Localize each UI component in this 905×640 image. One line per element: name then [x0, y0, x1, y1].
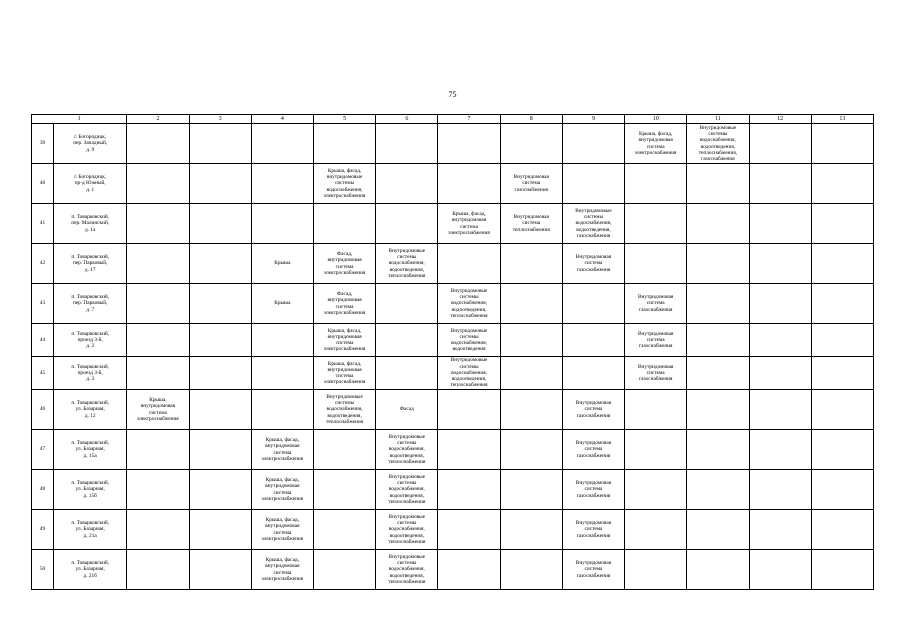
work-cell [189, 470, 251, 510]
work-cell [811, 390, 873, 430]
work-cell [313, 510, 375, 550]
row-number-cell: 39 [32, 124, 54, 164]
work-cell [811, 284, 873, 324]
work-cell [438, 164, 500, 204]
work-cell [438, 244, 500, 284]
work-cell: Внутридомовые системы водоснабжения, водоотведения, теплоснабжения [376, 550, 438, 590]
work-cell [687, 390, 749, 430]
work-cell [251, 357, 313, 390]
column-header: 11 [687, 115, 749, 124]
work-cell: Крыша, фасад, внутридомовая система электроснабжения [251, 470, 313, 510]
row-number-cell: 45 [32, 357, 54, 390]
work-cell [749, 470, 811, 510]
work-cell: Внутридомовая система газоснабжения [562, 550, 624, 590]
work-cell [500, 284, 562, 324]
work-cell [500, 357, 562, 390]
table-row [32, 244, 874, 284]
work-cell [749, 324, 811, 357]
work-cell [189, 284, 251, 324]
work-cell [127, 430, 189, 470]
work-cell: Крыша, фасад, внутридомовая система электроснабжения [625, 124, 687, 164]
work-cell [687, 324, 749, 357]
work-cell [749, 284, 811, 324]
work-cell [189, 357, 251, 390]
work-cell [313, 124, 375, 164]
address-cell: п. Товарковский, ул. Базарная, д. 12 [54, 390, 127, 430]
address-cell: п. Товарковский, пер. Малинский, д. 1а [54, 204, 127, 244]
work-cell [749, 124, 811, 164]
work-cell [189, 430, 251, 470]
work-cell [127, 550, 189, 590]
table-row [32, 390, 874, 430]
row-number-cell: 41 [32, 204, 54, 244]
column-header: 10 [625, 115, 687, 124]
work-cell [562, 357, 624, 390]
work-cell [500, 470, 562, 510]
work-cell: Внутридомовая система газоснабжения [562, 244, 624, 284]
column-header: 6 [376, 115, 438, 124]
work-cell [438, 510, 500, 550]
work-cell [811, 324, 873, 357]
work-cell [749, 390, 811, 430]
work-cell [625, 470, 687, 510]
work-cell: Внутридомовая система газоснабжения [625, 357, 687, 390]
work-cell: Крыша [251, 284, 313, 324]
work-cell [749, 204, 811, 244]
work-cell [625, 430, 687, 470]
address-cell: г. Богородицк, пр-д Южный, д. 1 [54, 164, 127, 204]
work-cell [687, 204, 749, 244]
work-cell [811, 550, 873, 590]
work-cell: Фасад, внутридомовая система электроснабжения [313, 244, 375, 284]
work-cell: Внутридомовая система газоснабжения [500, 164, 562, 204]
work-cell [127, 510, 189, 550]
column-header: 5 [313, 115, 375, 124]
address-cell: г. Богородицк, пер. Западный, д. 9 [54, 124, 127, 164]
work-cell [127, 324, 189, 357]
work-cell [127, 244, 189, 284]
work-cell [811, 430, 873, 470]
work-cell [189, 390, 251, 430]
work-cell [749, 550, 811, 590]
work-cell [687, 510, 749, 550]
table-row [32, 550, 874, 590]
work-cell [251, 204, 313, 244]
work-cell [625, 550, 687, 590]
work-cell [625, 390, 687, 430]
work-cell [438, 430, 500, 470]
work-cell: Внутридомовые системы водоснабжения, водоотведения [438, 324, 500, 357]
work-cell [127, 164, 189, 204]
work-cell [313, 550, 375, 590]
work-cell [376, 357, 438, 390]
work-cell [500, 550, 562, 590]
column-header: 2 [127, 115, 189, 124]
work-cell [749, 244, 811, 284]
row-number-cell: 46 [32, 390, 54, 430]
row-number-cell: 47 [32, 430, 54, 470]
address-cell: п. Товарковский, проезд 3-й, д. 3 [54, 357, 127, 390]
work-cell [251, 164, 313, 204]
work-cell [376, 284, 438, 324]
work-cell: Крыша, фасад, внутридомовая система электроснабжения [438, 204, 500, 244]
work-cell: Фасад, внутридомовая система электроснабжения [313, 284, 375, 324]
work-cell [438, 124, 500, 164]
column-header: 13 [811, 115, 873, 124]
address-cell: п. Товарковский, ул. Базарная, д. 21а [54, 510, 127, 550]
work-cell [500, 430, 562, 470]
work-cell: Внутридомовая система газоснабжения [562, 430, 624, 470]
work-cell [687, 430, 749, 470]
row-number-cell: 48 [32, 470, 54, 510]
work-cell [562, 164, 624, 204]
work-cell [811, 470, 873, 510]
work-cell: Крыша, фасад, внутридомовая система электроснабжения [251, 430, 313, 470]
work-cell [313, 470, 375, 510]
work-cell [189, 550, 251, 590]
column-header: 4 [251, 115, 313, 124]
column-header: 12 [749, 115, 811, 124]
work-cell: Внутридомовые системы водоснабжения, водоотведения, теплоснабжения [376, 244, 438, 284]
work-cell [749, 430, 811, 470]
work-cell [749, 164, 811, 204]
table-row [32, 164, 874, 204]
row-number-cell: 42 [32, 244, 54, 284]
column-header: 3 [189, 115, 251, 124]
work-cell [687, 284, 749, 324]
page-number: 75 [448, 90, 457, 99]
work-cell: Внутридомовая система газоснабжения [562, 510, 624, 550]
work-cell [251, 124, 313, 164]
work-cell [127, 124, 189, 164]
work-cell [189, 204, 251, 244]
work-cell: Крыша, фасад, внутридомовая система электроснабжения [313, 357, 375, 390]
work-cell [376, 124, 438, 164]
column-header: 9 [562, 115, 624, 124]
column-header: 7 [438, 115, 500, 124]
work-cell: Внутридомовые системы водоснабжения, водоотведения, теплоснабжения [376, 470, 438, 510]
work-cell: Крыша, фасад, внутридомовая система электроснабжения [251, 510, 313, 550]
address-cell: п. Товарковский, ул. Базарная, д. 21б [54, 550, 127, 590]
work-cell: Внутридомовые системы водоснабжения, водоотведения, теплоснабжения [313, 390, 375, 430]
work-cell: Внутридомовая система газоснабжения [625, 324, 687, 357]
work-cell [811, 510, 873, 550]
work-cell [562, 284, 624, 324]
work-cell [438, 470, 500, 510]
row-number-cell: 44 [32, 324, 54, 357]
work-cell [313, 204, 375, 244]
work-cell [189, 164, 251, 204]
work-cell [562, 124, 624, 164]
table-row [32, 324, 874, 357]
table-row [32, 430, 874, 470]
work-cell [500, 390, 562, 430]
work-cell [438, 390, 500, 430]
work-cell [500, 244, 562, 284]
work-cell: Внутридомовые системы водоснабжения, водоотведения, теплоснабжения [438, 284, 500, 324]
work-cell [189, 124, 251, 164]
work-cell [625, 204, 687, 244]
work-cell [625, 244, 687, 284]
work-cell: Внутридомовая система теплоснабжения [500, 204, 562, 244]
work-cell [749, 357, 811, 390]
address-cell: п. Товарковский, пер. Парковый, д. 7 [54, 284, 127, 324]
work-cell [251, 390, 313, 430]
work-cell [811, 357, 873, 390]
work-cell: Крыша [251, 244, 313, 284]
work-cell [687, 164, 749, 204]
work-cell [562, 324, 624, 357]
work-cell [500, 124, 562, 164]
work-cell [127, 204, 189, 244]
row-number-cell: 49 [32, 510, 54, 550]
table-row [32, 204, 874, 244]
work-cell [313, 430, 375, 470]
table-row [32, 357, 874, 390]
work-cell: Внутридомовые системы водоснабжения, водоотведения, теплоснабжения, газоснабжения [687, 124, 749, 164]
work-cell [376, 204, 438, 244]
work-cell [811, 204, 873, 244]
work-cell [438, 550, 500, 590]
work-cell: Внутридомовые системы водоснабжения, водоотведения, теплоснабжения [376, 510, 438, 550]
work-cell [811, 164, 873, 204]
work-cell [127, 470, 189, 510]
work-cell [687, 550, 749, 590]
work-cell: Внутридомовые системы водоснабжения, водоотведения, теплоснабжения [438, 357, 500, 390]
work-cell [376, 324, 438, 357]
row-number-cell: 40 [32, 164, 54, 204]
column-header: 8 [500, 115, 562, 124]
work-cell [811, 244, 873, 284]
work-cell [251, 324, 313, 357]
row-number-cell: 43 [32, 284, 54, 324]
work-cell: Фасад [376, 390, 438, 430]
work-cell [500, 324, 562, 357]
work-cell: Внутридомовые системы водоснабжения, водоотведения, газоснабжения [562, 204, 624, 244]
work-cell [625, 164, 687, 204]
work-cell [127, 357, 189, 390]
table-row [32, 124, 874, 164]
work-cell: Крыша, фасад, внутридомовые системы водоснабжения, электроснабжения [313, 164, 375, 204]
work-cell [625, 510, 687, 550]
work-cell [687, 470, 749, 510]
header-row [32, 115, 874, 124]
work-cell: Внутридомовые системы водоснабжения, водоотведения, теплоснабжения [376, 430, 438, 470]
work-cell [811, 124, 873, 164]
work-cell [687, 357, 749, 390]
work-cell [189, 510, 251, 550]
work-cell [376, 164, 438, 204]
work-cell [500, 510, 562, 550]
table-row [32, 510, 874, 550]
row-number-cell: 50 [32, 550, 54, 590]
work-cell: Внутридомовая система газоснабжения [562, 390, 624, 430]
table-row [32, 470, 874, 510]
work-cell [189, 324, 251, 357]
address-cell: п. Товарковский, пер. Парковый, д. 17 [54, 244, 127, 284]
table-row [32, 284, 874, 324]
work-cell: Внутридомовая система газоснабжения [625, 284, 687, 324]
work-cell: Внутридомовая система газоснабжения [562, 470, 624, 510]
work-cell [687, 244, 749, 284]
column-header: 1 [32, 115, 127, 124]
work-cell [127, 284, 189, 324]
address-cell: п. Товарковский, проезд 3-й, д. 2 [54, 324, 127, 357]
address-cell: п. Товарковский, ул. Базарная, д. 15а [54, 430, 127, 470]
work-cell: Крыша, внутридомовая система электроснабжения [127, 390, 189, 430]
work-cell: Крыша, фасад, внутридомовая система электроснабжения [251, 550, 313, 590]
work-cell [189, 244, 251, 284]
repair-schedule-table [31, 114, 874, 590]
address-cell: п. Товарковский, ул. Базарная, д. 15б [54, 470, 127, 510]
work-cell [749, 510, 811, 550]
work-cell: Крыша, фасад, внутридомовая система электроснабжения [313, 324, 375, 357]
